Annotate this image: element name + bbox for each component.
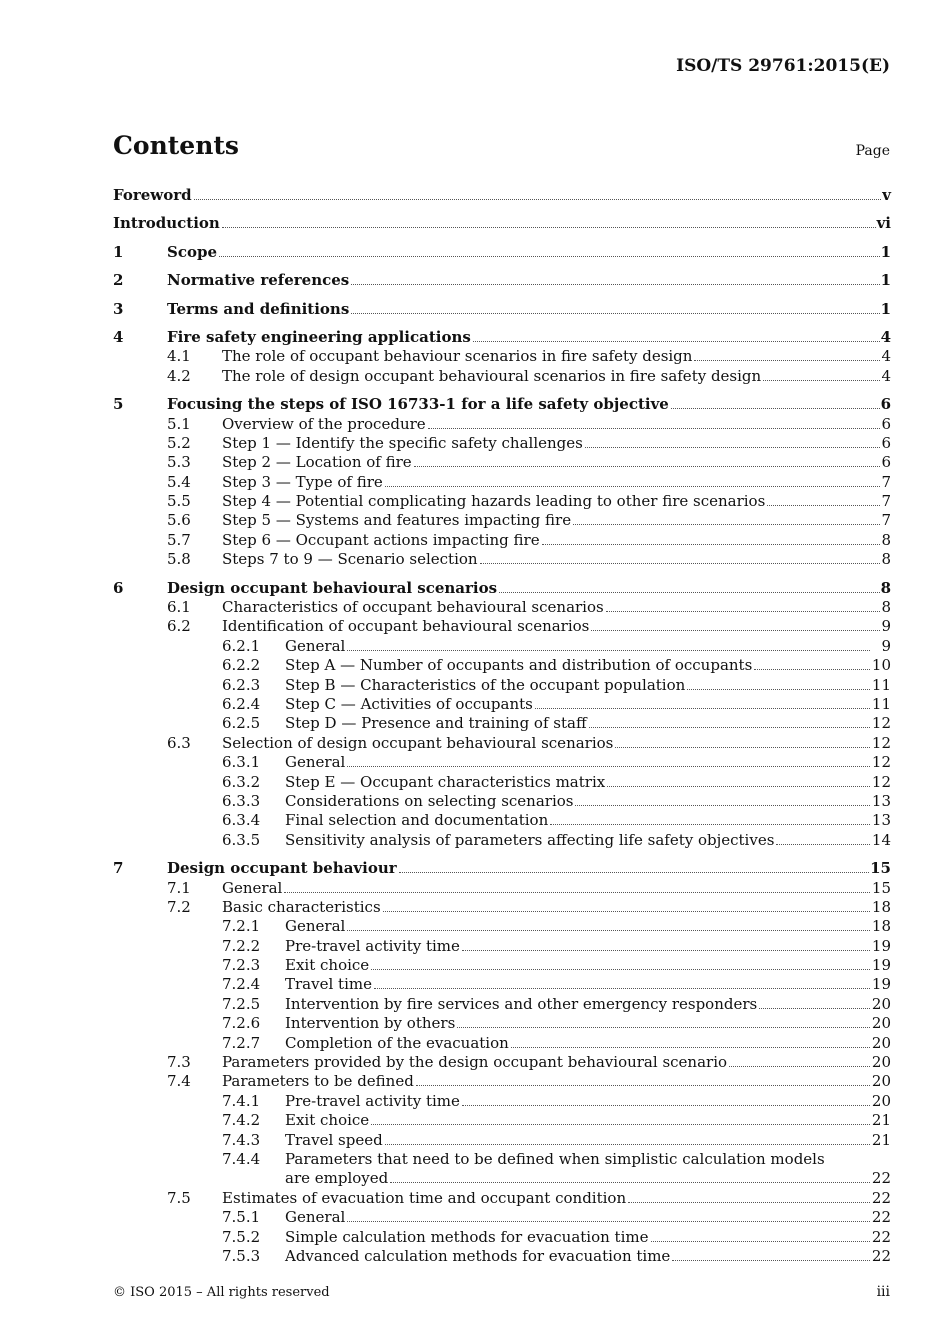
toc-entry-number: 7.4.2 bbox=[222, 1111, 261, 1130]
dot-leader bbox=[763, 380, 880, 381]
dot-leader bbox=[606, 611, 881, 612]
toc-entry[interactable] bbox=[113, 531, 891, 550]
toc-entry-page: 12 bbox=[871, 753, 891, 772]
toc-entry[interactable] bbox=[113, 319, 891, 347]
toc-entry-page: 22 bbox=[871, 1169, 891, 1188]
page-title: Contents bbox=[113, 131, 240, 160]
toc-entry[interactable] bbox=[113, 975, 891, 994]
dot-leader bbox=[385, 1144, 870, 1145]
toc-entry-number: 7 bbox=[113, 859, 124, 878]
toc-entry[interactable] bbox=[113, 598, 891, 617]
toc-entry-title: Steps 7 to 9 — Scenario selection bbox=[222, 550, 478, 569]
toc-entry-number: 6.2.1 bbox=[222, 636, 261, 655]
toc-entry-number: 5.1 bbox=[167, 414, 191, 433]
toc-entry-number: 7.5.1 bbox=[222, 1208, 261, 1227]
toc-entry[interactable] bbox=[113, 415, 891, 434]
dot-leader bbox=[194, 199, 882, 200]
toc-entry-page: 10 bbox=[871, 656, 891, 675]
dot-leader bbox=[671, 408, 880, 409]
toc-entry-title: Travel time bbox=[285, 975, 372, 994]
toc-entry-page: 8 bbox=[880, 578, 891, 597]
toc-entry-title: Foreword bbox=[113, 186, 192, 204]
toc-entry[interactable] bbox=[113, 898, 891, 917]
toc-entry-number: 7.4.1 bbox=[222, 1091, 261, 1110]
toc-entry-title: Final selection and documentation bbox=[285, 811, 549, 830]
toc-entry-title: Pre-travel activity time bbox=[285, 1091, 460, 1110]
toc-entry-number: 7.4.4 bbox=[222, 1149, 261, 1168]
toc-entry-title: Design occupant behavioural scenarios bbox=[167, 578, 498, 597]
toc-entry-number: 7.2.5 bbox=[222, 994, 261, 1013]
dot-leader bbox=[462, 1105, 870, 1106]
toc-entry-title: Step A — Number of occupants and distribution of occupants bbox=[285, 656, 753, 675]
dot-leader bbox=[672, 1260, 870, 1261]
toc-entry-title: Introduction bbox=[113, 214, 220, 233]
toc-entry-page: 8 bbox=[881, 530, 891, 549]
toc-entry-title: Step 5 — Systems and features impacting fire bbox=[222, 511, 572, 530]
toc-entry-page: 21 bbox=[871, 1111, 891, 1130]
toc-entry-number: 6.2.5 bbox=[222, 714, 261, 733]
toc-entry-page: 20 bbox=[871, 1072, 891, 1091]
dot-leader bbox=[390, 1182, 870, 1183]
toc-entry-number: 7.5.3 bbox=[222, 1246, 261, 1265]
toc-entry-title: General bbox=[285, 917, 346, 936]
toc-entry-title: Step D — Presence and training of staff bbox=[285, 714, 587, 733]
toc-entry-number: 7.2 bbox=[167, 897, 191, 916]
toc-entry-number: 3 bbox=[113, 299, 124, 318]
toc-entry-number: 5.6 bbox=[167, 511, 191, 530]
toc-entry-page: 15 bbox=[871, 878, 891, 897]
toc-entry[interactable] bbox=[113, 811, 891, 830]
toc-entry[interactable] bbox=[113, 753, 891, 772]
toc-entry-number: 5.4 bbox=[167, 472, 191, 491]
toc-entry-number: 6.3 bbox=[167, 733, 191, 752]
toc-entry-title: Travel speed bbox=[285, 1130, 383, 1149]
dot-leader bbox=[385, 486, 881, 487]
dot-leader bbox=[776, 844, 870, 845]
toc-entry-title: Step E — Occupant characteristics matrix bbox=[285, 772, 606, 791]
dot-leader bbox=[591, 630, 880, 631]
toc-entry-title: Fire safety engineering applications bbox=[167, 327, 471, 346]
toc-entry[interactable] bbox=[113, 511, 891, 530]
toc-entry-number: 7.1 bbox=[167, 878, 191, 897]
toc-entry-page: 12 bbox=[871, 772, 891, 791]
toc-entry-page: 4 bbox=[880, 327, 891, 346]
toc-entry-number: 6.2.2 bbox=[222, 656, 261, 675]
toc-entry-page: 22 bbox=[871, 1188, 891, 1207]
toc-entry-page: 11 bbox=[871, 675, 891, 694]
toc-entry-title: Step 2 — Location of fire bbox=[222, 453, 412, 472]
dot-leader bbox=[499, 592, 879, 593]
dot-leader bbox=[473, 341, 880, 342]
toc-entry-page: 6 bbox=[880, 395, 891, 414]
toc-entry[interactable] bbox=[113, 1111, 891, 1130]
toc-entry-page: vi bbox=[876, 214, 891, 233]
toc-entry-page: 14 bbox=[871, 830, 891, 849]
toc-entry-page: 20 bbox=[871, 1091, 891, 1110]
toc-entry[interactable] bbox=[113, 637, 891, 656]
toc-entry-title: Identification of occupant behavioural scenarios bbox=[222, 617, 590, 636]
toc-entry-number: 7.5.2 bbox=[222, 1227, 261, 1246]
toc-entry-title: Step 4 — Potential complicating hazards leading to other fire scenarios bbox=[222, 492, 766, 511]
dot-leader bbox=[347, 1221, 870, 1222]
toc-entry-title: Parameters to be defined bbox=[222, 1072, 414, 1091]
toc-entry-title: General bbox=[285, 636, 346, 655]
toc-entry[interactable] bbox=[113, 434, 891, 453]
toc-entry[interactable] bbox=[113, 656, 891, 675]
toc-entry[interactable] bbox=[113, 937, 891, 956]
toc-entry[interactable] bbox=[113, 831, 891, 850]
toc-entry-page: 22 bbox=[871, 1246, 891, 1265]
toc-entry-page: 19 bbox=[871, 975, 891, 994]
dot-leader bbox=[550, 824, 870, 825]
toc-entry-title: Sensitivity analysis of parameters affecting life safety objectives bbox=[285, 830, 775, 849]
dot-leader bbox=[651, 1241, 871, 1242]
dot-leader bbox=[589, 727, 870, 728]
toc-entry-page: 6 bbox=[881, 414, 891, 433]
toc-entry-number: 6.2.3 bbox=[222, 675, 261, 694]
toc-entry-page: 1 bbox=[880, 242, 891, 261]
toc-entry-page: 4 bbox=[881, 366, 891, 385]
toc-entry-number: 6.3.4 bbox=[222, 811, 261, 830]
toc-entry-number: 6.3.2 bbox=[222, 772, 261, 791]
toc-entry-number: 6.2.4 bbox=[222, 694, 261, 713]
toc-entry[interactable] bbox=[113, 1014, 891, 1033]
dot-leader bbox=[416, 1085, 870, 1086]
dot-leader bbox=[371, 969, 870, 970]
dot-leader bbox=[767, 505, 880, 506]
dot-leader bbox=[371, 1124, 870, 1125]
toc-entry-title: Step B — Characteristics of the occupant population bbox=[285, 675, 686, 694]
toc-entry-number: 6.1 bbox=[167, 598, 191, 617]
dot-leader bbox=[759, 1008, 870, 1009]
dot-leader bbox=[351, 284, 879, 285]
toc-entry-page: 21 bbox=[871, 1130, 891, 1149]
toc-entry-page: 12 bbox=[871, 714, 891, 733]
toc-entry-page: 18 bbox=[871, 917, 891, 936]
toc-entry-page: 15 bbox=[870, 859, 891, 878]
toc-entry[interactable] bbox=[113, 1247, 891, 1266]
dot-leader bbox=[399, 872, 869, 873]
toc-entry-page: 22 bbox=[871, 1227, 891, 1246]
toc-entry-title: Step 1 — Identify the specific safety challenges bbox=[222, 433, 583, 452]
toc-entry-number: 6.2 bbox=[167, 617, 191, 636]
table-of-contents bbox=[113, 186, 891, 1266]
toc-entry[interactable] bbox=[113, 1189, 891, 1208]
toc-entry-title: Pre-travel activity time bbox=[285, 936, 460, 955]
toc-entry-number: 7.3 bbox=[167, 1053, 191, 1072]
toc-entry[interactable] bbox=[113, 291, 891, 319]
toc-entry[interactable] bbox=[113, 850, 891, 878]
dot-leader bbox=[383, 911, 870, 912]
toc-entry[interactable] bbox=[113, 676, 891, 695]
toc-entry-title: Scope bbox=[167, 242, 218, 261]
toc-entry[interactable] bbox=[113, 879, 891, 898]
toc-entry-title: Intervention by others bbox=[285, 1014, 456, 1033]
toc-entry[interactable] bbox=[113, 1131, 891, 1150]
toc-entry-title: Step 3 — Type of fire bbox=[222, 472, 383, 491]
dot-leader bbox=[729, 1066, 870, 1067]
toc-entry-page: 13 bbox=[871, 791, 891, 810]
dot-leader bbox=[284, 892, 870, 893]
toc-entry-title: Focusing the steps of ISO 16733-1 for a life safety objective bbox=[167, 395, 669, 414]
toc-entry-page: 19 bbox=[871, 936, 891, 955]
toc-entry[interactable] bbox=[113, 1053, 891, 1072]
toc-entry[interactable] bbox=[113, 792, 891, 811]
toc-entry-number: 5.3 bbox=[167, 453, 191, 472]
toc-entry-title: Characteristics of occupant behavioural scenarios bbox=[222, 598, 604, 617]
toc-entry-page: 6 bbox=[881, 433, 891, 452]
toc-entry-number: 7.4.3 bbox=[222, 1130, 261, 1149]
toc-entry-title: Advanced calculation methods for evacuation time bbox=[285, 1246, 671, 1265]
toc-entry[interactable] bbox=[113, 367, 891, 386]
toc-entry-page: v bbox=[882, 186, 891, 204]
toc-entry-title: Estimates of evacuation time and occupant condition bbox=[222, 1188, 627, 1207]
toc-entry-page: 6 bbox=[881, 453, 891, 472]
toc-entry-number: 5.5 bbox=[167, 492, 191, 511]
toc-entry-number: 7.4 bbox=[167, 1072, 191, 1091]
dot-leader bbox=[457, 1027, 870, 1028]
toc-entry-page: 11 bbox=[871, 694, 891, 713]
toc-entry-page: 13 bbox=[871, 811, 891, 830]
dot-leader bbox=[414, 466, 881, 467]
copyright-notice: © ISO 2015 – All rights reserved bbox=[113, 1285, 330, 1300]
toc-entry-number: 7.2.1 bbox=[222, 917, 261, 936]
toc-entry[interactable] bbox=[113, 1208, 891, 1227]
toc-entry-page: 20 bbox=[871, 994, 891, 1013]
toc-entry[interactable] bbox=[113, 956, 891, 975]
toc-entry-title-continued: are employed bbox=[285, 1169, 389, 1188]
toc-entry-page: 9 bbox=[881, 636, 891, 655]
toc-entry-page: 19 bbox=[871, 956, 891, 975]
toc-entry[interactable] bbox=[113, 570, 891, 598]
toc-entry-title: Considerations on selecting scenarios bbox=[285, 791, 574, 810]
dot-leader bbox=[511, 1047, 870, 1048]
toc-entry-title: Selection of design occupant behavioural scenarios bbox=[222, 733, 614, 752]
dot-leader bbox=[615, 747, 870, 748]
dot-leader bbox=[628, 1202, 870, 1203]
dot-leader bbox=[347, 766, 870, 767]
toc-entry[interactable] bbox=[113, 1072, 891, 1091]
toc-entry-title: Overview of the procedure bbox=[222, 414, 426, 433]
toc-entry-number: 2 bbox=[113, 271, 124, 290]
toc-entry-number: 7.2.6 bbox=[222, 1014, 261, 1033]
dot-leader bbox=[694, 360, 880, 361]
toc-entry-title: The role of design occupant behavioural scenarios in fire safety design bbox=[222, 366, 762, 385]
toc-entry-page: 7 bbox=[881, 472, 891, 491]
toc-entry[interactable] bbox=[113, 186, 891, 205]
toc-entry-number: 4 bbox=[113, 327, 124, 346]
toc-entry-number: 7.5 bbox=[167, 1188, 191, 1207]
toc-entry[interactable] bbox=[113, 492, 891, 511]
toc-entry-number: 7.2.7 bbox=[222, 1033, 261, 1052]
dot-leader bbox=[754, 669, 870, 670]
toc-entry[interactable] bbox=[113, 234, 891, 262]
toc-entry-title: General bbox=[285, 1208, 346, 1227]
toc-entry-title: Normative references bbox=[167, 271, 350, 290]
toc-entry[interactable] bbox=[113, 262, 891, 290]
toc-entry[interactable] bbox=[113, 1150, 891, 1189]
toc-entry-page: 9 bbox=[881, 617, 891, 636]
toc-entry-number: 1 bbox=[113, 242, 124, 261]
toc-entry[interactable] bbox=[113, 205, 891, 233]
toc-entry-page: 4 bbox=[881, 347, 891, 366]
dot-leader bbox=[687, 689, 870, 690]
toc-entry[interactable] bbox=[113, 695, 891, 714]
toc-entry-title: Basic characteristics bbox=[222, 897, 381, 916]
toc-entry[interactable] bbox=[113, 773, 891, 792]
toc-entry[interactable] bbox=[113, 386, 891, 414]
toc-entry-number: 5 bbox=[113, 395, 124, 414]
toc-entry-number: 6.3.5 bbox=[222, 830, 261, 849]
toc-entry-page: 22 bbox=[871, 1208, 891, 1227]
toc-entry[interactable] bbox=[113, 917, 891, 936]
dot-leader bbox=[480, 563, 881, 564]
toc-entry-page: 1 bbox=[880, 299, 891, 318]
toc-entry[interactable] bbox=[113, 714, 891, 733]
toc-entry-page: 12 bbox=[871, 733, 891, 752]
toc-entry[interactable] bbox=[113, 995, 891, 1014]
toc-entry-title: Step C — Activities of occupants bbox=[285, 694, 533, 713]
page-column-label: Page bbox=[855, 143, 890, 159]
toc-entry-number: 7.2.2 bbox=[222, 936, 261, 955]
dot-leader bbox=[222, 227, 876, 228]
dot-leader bbox=[347, 650, 870, 651]
dot-leader bbox=[535, 708, 870, 709]
toc-entry[interactable] bbox=[113, 1034, 891, 1053]
toc-entry[interactable] bbox=[113, 473, 891, 492]
toc-entry[interactable] bbox=[113, 1228, 891, 1247]
toc-entry[interactable] bbox=[113, 347, 891, 366]
toc-entry-number: 4.1 bbox=[167, 347, 191, 366]
toc-entry-number: 4.2 bbox=[167, 366, 191, 385]
toc-entry-title: Intervention by fire services and other emergency responders bbox=[285, 994, 758, 1013]
toc-entry-number: 7.2.4 bbox=[222, 975, 261, 994]
toc-entry-page: 20 bbox=[871, 1033, 891, 1052]
toc-entry-title: Exit choice bbox=[285, 956, 370, 975]
toc-entry[interactable] bbox=[113, 734, 891, 753]
toc-entry-page: 1 bbox=[880, 271, 891, 290]
dot-leader bbox=[351, 313, 879, 314]
dot-leader bbox=[542, 544, 881, 545]
dot-leader bbox=[428, 428, 881, 429]
toc-entry-title: General bbox=[285, 753, 346, 772]
toc-entry-page: 20 bbox=[871, 1014, 891, 1033]
dot-leader bbox=[219, 256, 880, 257]
dot-leader bbox=[462, 950, 870, 951]
toc-entry-page: 18 bbox=[871, 897, 891, 916]
toc-entry-title: Exit choice bbox=[285, 1111, 370, 1130]
toc-entry-title: Parameters provided by the design occupant behavioural scenario bbox=[222, 1053, 728, 1072]
toc-entry[interactable] bbox=[113, 550, 891, 569]
toc-entry-number: 5.2 bbox=[167, 433, 191, 452]
toc-entry-title: General bbox=[222, 878, 283, 897]
toc-entry-page: 20 bbox=[871, 1053, 891, 1072]
toc-entry-page: 8 bbox=[881, 598, 891, 617]
toc-entry-number: 6.3.3 bbox=[222, 791, 261, 810]
dot-leader bbox=[374, 988, 870, 989]
toc-entry-title: The role of occupant behaviour scenarios in fire safety design bbox=[222, 347, 693, 366]
toc-entry-title: Parameters that need to be defined when simplistic calculation models bbox=[285, 1149, 825, 1168]
toc-entry-page: 7 bbox=[881, 492, 891, 511]
toc-entry[interactable] bbox=[113, 617, 891, 636]
toc-entry-title: Simple calculation methods for evacuation time bbox=[285, 1227, 649, 1246]
toc-entry-title: Design occupant behaviour bbox=[167, 859, 397, 878]
toc-entry-number: 7.2.3 bbox=[222, 956, 261, 975]
toc-entry-number: 5.8 bbox=[167, 550, 191, 569]
toc-entry-page: 7 bbox=[881, 511, 891, 530]
dot-leader bbox=[585, 447, 881, 448]
toc-entry-title: Step 6 — Occupant actions impacting fire bbox=[222, 530, 540, 549]
page-number: iii bbox=[876, 1284, 890, 1300]
document-id: ISO/TS 29761:2015(E) bbox=[676, 56, 890, 76]
dot-leader bbox=[573, 524, 880, 525]
toc-entry[interactable] bbox=[113, 453, 891, 472]
toc-entry-number: 5.7 bbox=[167, 530, 191, 549]
toc-entry[interactable] bbox=[113, 1092, 891, 1111]
toc-entry-number: 6 bbox=[113, 578, 124, 597]
dot-leader bbox=[575, 805, 870, 806]
toc-entry-number: 6.3.1 bbox=[222, 753, 261, 772]
toc-entry-title: Terms and definitions bbox=[167, 299, 350, 318]
toc-entry-title: Completion of the evacuation bbox=[285, 1033, 509, 1052]
dot-leader bbox=[607, 786, 870, 787]
dot-leader bbox=[347, 930, 870, 931]
toc-entry-page: 8 bbox=[881, 550, 891, 569]
